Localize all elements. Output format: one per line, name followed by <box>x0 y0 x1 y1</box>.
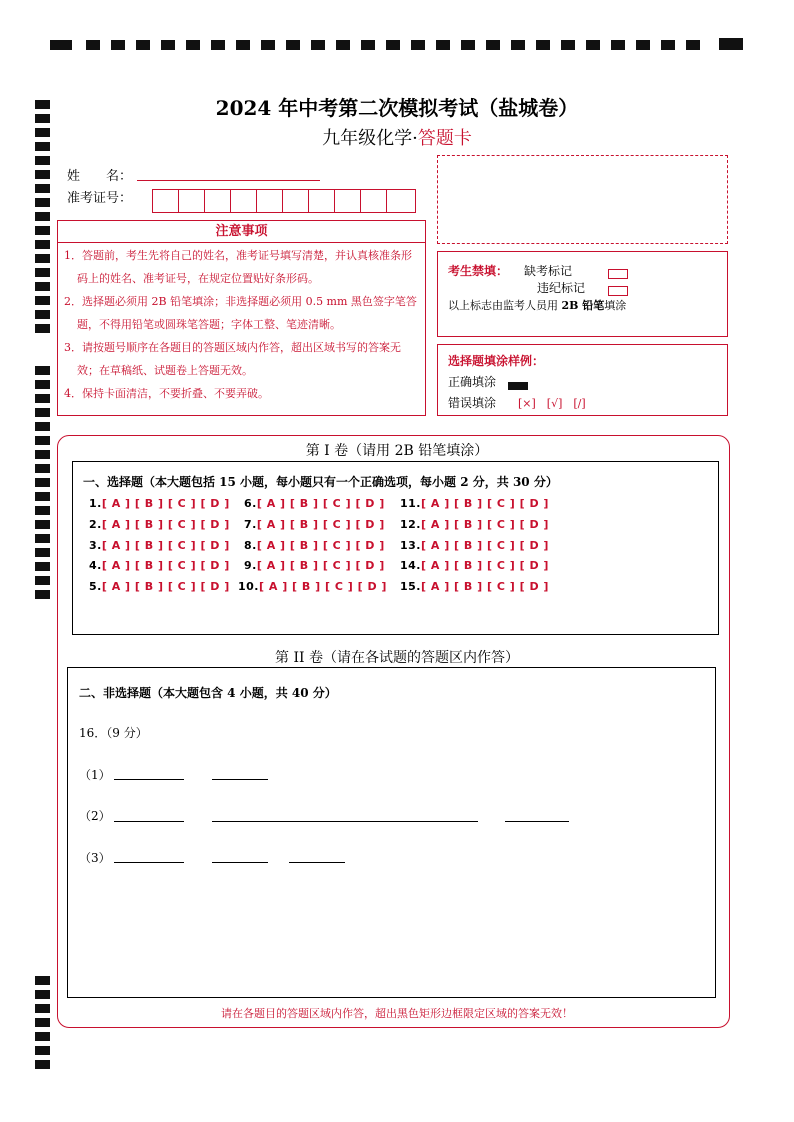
fill-sample-box <box>437 344 728 416</box>
answer-blank-2-2[interactable] <box>212 821 478 822</box>
non-choice-question-box <box>67 667 716 998</box>
non-choice-section-title: 二、非选择题（本大题包含 4 小题，共 40 分） <box>79 686 337 700</box>
choice-q15[interactable]: 15.[ A ] [ B ] [ C ] [ D ] <box>400 580 549 593</box>
sub-question-2-label: （2） <box>79 809 111 823</box>
sub-question-1-label: （1） <box>79 768 111 782</box>
forbidden-box <box>437 251 728 337</box>
choice-section-title: 一、选择题（本大题包括 15 小题，每小题只有一个正确选项，每小题 2 分，共 30 分） <box>83 475 558 489</box>
barcode-area <box>437 155 728 244</box>
correct-fill-label: 正确填涂 <box>448 375 497 389</box>
choice-q14[interactable]: 14.[ A ] [ B ] [ C ] [ D ] <box>400 559 549 572</box>
choice-q4[interactable]: 4.[ A ] [ B ] [ C ] [ D ] <box>89 559 230 572</box>
choice-q10[interactable]: 10.[ A ] [ B ] [ C ] [ D ] <box>238 580 387 593</box>
part1-heading: 第 I 卷（请用 2B 铅笔填涂） <box>305 443 489 459</box>
answer-blank-1-2[interactable] <box>212 779 268 780</box>
answer-blank-1-1[interactable] <box>114 779 184 780</box>
notice-item-2: 2．选择题必须用 2B 铅笔填涂；非选择题必须用 0.5 mm 黑色签字笔答题，不得用铅笔或圆珠笔答题；字体工整、笔迹清晰。 <box>64 295 417 331</box>
violation-mark-label: 违纪标记 <box>537 281 586 295</box>
answer-blank-3-1[interactable] <box>114 862 184 863</box>
choice-q2[interactable]: 2.[ A ] [ B ] [ C ] [ D ] <box>89 518 230 531</box>
choice-q9[interactable]: 9.[ A ] [ B ] [ C ] [ D ] <box>244 559 385 572</box>
name-field[interactable] <box>137 180 320 181</box>
absent-mark-label: 缺考标记 <box>524 264 573 278</box>
answer-blank-2-1[interactable] <box>114 821 184 822</box>
answer-blank-2-3[interactable] <box>505 821 569 822</box>
page-title: 2024 年中考第二次模拟考试（盐城卷） <box>215 96 579 120</box>
notice-heading: 注意事项 <box>58 221 425 243</box>
choice-q1[interactable]: 1.[ A ] [ B ] [ C ] [ D ] <box>89 497 230 510</box>
answer-blank-3-3[interactable] <box>289 862 345 863</box>
forbidden-note: 以上标志由监考人员用 2B 铅笔填涂 <box>448 299 627 312</box>
subtitle-answer-card: 答题卡 <box>417 128 472 149</box>
notice-item-3: 3．请按题号顺序在各题目的答题区域内作答，超出区域书写的答案无效；在草稿纸、试题卷上答题无效。 <box>64 341 401 377</box>
choice-q7[interactable]: 7.[ A ] [ B ] [ C ] [ D ] <box>244 518 385 531</box>
choice-q12[interactable]: 12.[ A ] [ B ] [ C ] [ D ] <box>400 518 549 531</box>
name-label: 姓 名： <box>67 169 133 184</box>
notice-item-1: 1．答题前，考生先将自己的姓名，准考证号填写清楚，并认真核准条形码上的姓名、准考证号，在规定位置贴好条形码。 <box>64 249 412 285</box>
choice-q8[interactable]: 8.[ A ] [ B ] [ C ] [ D ] <box>244 539 385 552</box>
notice-box <box>57 220 426 416</box>
wrong-fill-samples: [×] [√] [/] <box>518 397 586 410</box>
choice-q5[interactable]: 5.[ A ] [ B ] [ C ] [ D ] <box>89 580 230 593</box>
page-subtitle <box>0 124 794 150</box>
answer-blank-3-2[interactable] <box>212 862 268 863</box>
question-16-label: 16．（9 分） <box>79 726 148 740</box>
notice-item-4: 4．保持卡面清洁，不要折叠、不要弄破。 <box>64 387 269 400</box>
choice-q11[interactable]: 11.[ A ] [ B ] [ C ] [ D ] <box>400 497 549 510</box>
footer-warning: 请在各题目的答题区域内作答，超出黑色矩形边框限定区域的答案无效！ <box>221 1007 573 1020</box>
forbidden-label: 考生禁填： <box>448 264 509 278</box>
wrong-fill-label: 错误填涂 <box>448 396 497 410</box>
exam-id-label: 准考证号： <box>67 191 133 206</box>
choice-q3[interactable]: 3.[ A ] [ B ] [ C ] [ D ] <box>89 539 230 552</box>
choice-q6[interactable]: 6.[ A ] [ B ] [ C ] [ D ] <box>244 497 385 510</box>
choice-q13[interactable]: 13.[ A ] [ B ] [ C ] [ D ] <box>400 539 549 552</box>
subtitle-subject: 九年级化学· <box>322 128 418 149</box>
fill-sample-heading: 选择题填涂样例： <box>448 354 545 368</box>
correct-fill-sample <box>508 375 528 394</box>
sub-question-3-label: （3） <box>79 851 111 865</box>
part2-heading: 第 II 卷（请在各试题的答题区内作答） <box>275 650 519 666</box>
